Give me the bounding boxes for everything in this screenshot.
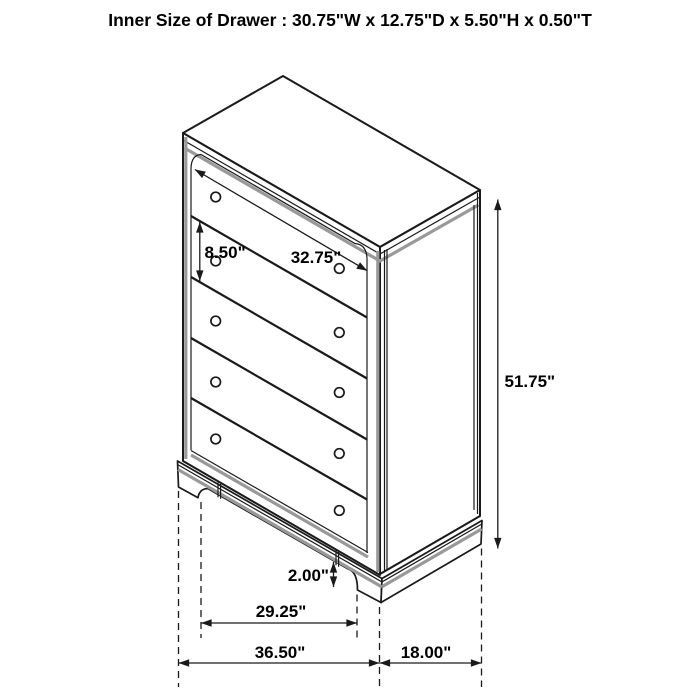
drawer-knob (211, 192, 221, 202)
dim-overall-width (179, 643, 380, 663)
drawer-knob (335, 449, 345, 459)
dim-label-base-cutout-height: 2.00" (287, 566, 329, 585)
drawer-knob (211, 377, 221, 387)
drawer-knob (335, 388, 345, 398)
dim-label-drawer-front-height: 8.50" (204, 243, 246, 262)
dim-overall-height (498, 200, 555, 549)
drawer-knob (211, 316, 221, 326)
dim-base-cutout-height (288, 562, 334, 587)
chest-drawing (178, 76, 483, 603)
drawer-knob (335, 506, 345, 516)
dim-label-overall-height: 51.75" (504, 372, 556, 391)
side-face (380, 190, 480, 574)
drawer-knob (335, 328, 345, 338)
drawer-knob (211, 434, 221, 444)
dim-overall-depth (380, 643, 482, 663)
dim-distance-between-feet (201, 602, 357, 623)
dim-label-overall-width: 36.50" (254, 643, 306, 662)
dim-label-overall-depth: 18.00" (400, 643, 452, 662)
diagram-title: Inner Size of Drawer : 30.75"W x 12.75"D x 5.50"H x 0.50"T (108, 10, 592, 30)
dim-label-drawer-opening-width: 32.75" (290, 248, 342, 267)
dim-label-distance-between-feet: 29.25" (255, 602, 307, 621)
